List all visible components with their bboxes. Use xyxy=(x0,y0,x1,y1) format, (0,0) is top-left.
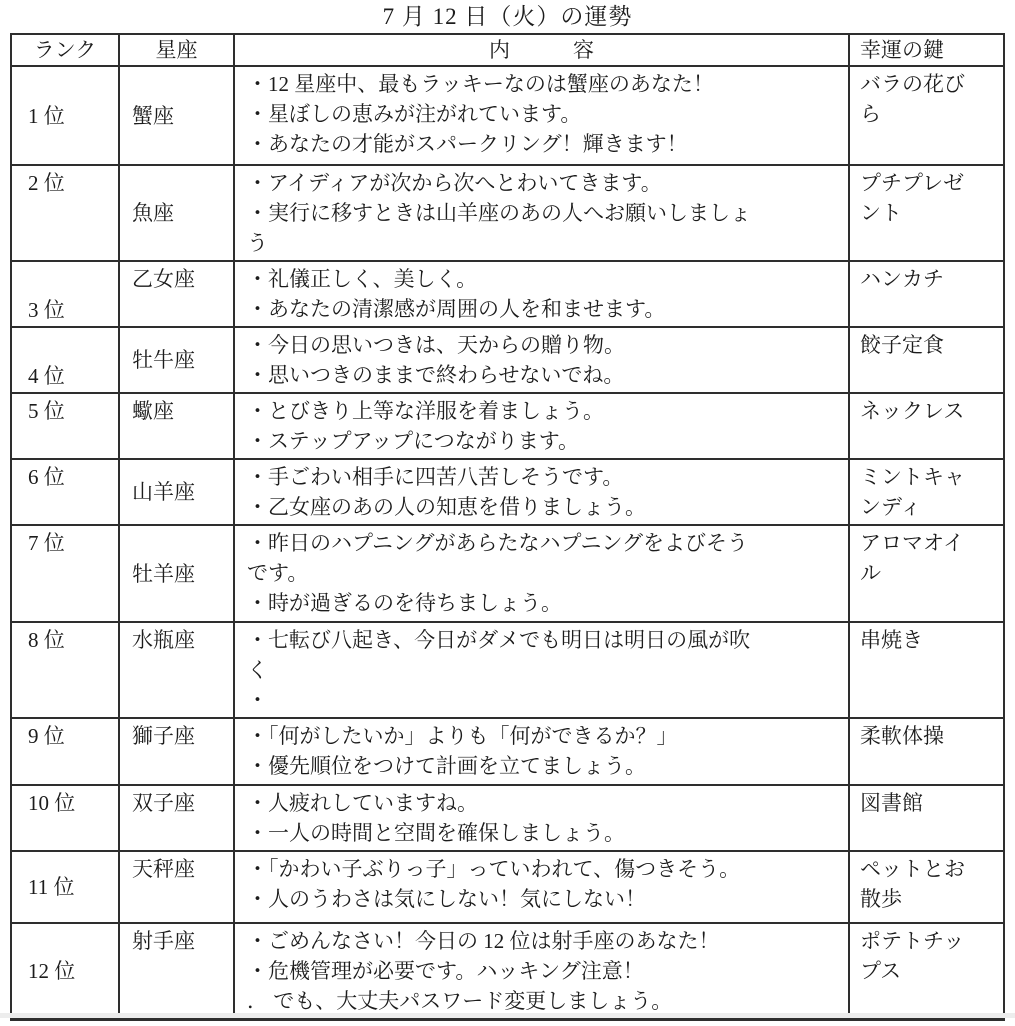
lucky-line: 柔軟体操 xyxy=(860,724,944,748)
sign-cell: 牡羊座 xyxy=(119,525,234,622)
content-cell xyxy=(234,525,849,622)
sign-cell: 蠍座 xyxy=(119,393,234,459)
content-cell xyxy=(234,923,849,1020)
header-lucky: 幸運の鍵 xyxy=(849,34,1004,66)
content-cell xyxy=(234,327,849,393)
sign-cell: 魚座 xyxy=(119,165,234,261)
content-line: う xyxy=(247,231,268,255)
lucky-line: ント xyxy=(860,201,902,225)
content-cell xyxy=(234,851,849,923)
sign-cell: 乙女座 xyxy=(119,261,234,327)
table-row xyxy=(11,718,1004,785)
lucky-line: バラの花び xyxy=(860,72,965,96)
content-line: ・乙女座のあの人の知恵を借りましょう。 xyxy=(247,495,646,519)
content-line: ・「かわい子ぶりっ子」っていわれて、傷つきそう。 xyxy=(247,857,741,881)
content-line: ・礼儀正しく、美しく。 xyxy=(247,267,478,291)
content-line: ． でも、大丈夫パスワード変更しましょう。 xyxy=(247,989,673,1013)
table-row xyxy=(11,622,1004,718)
content-cell xyxy=(234,718,849,785)
content-line: ・人のうわさは気にしない！気にしない！ xyxy=(247,887,646,911)
content-line: ・今日の思いつきは、天からの贈り物。 xyxy=(247,333,625,357)
table-row xyxy=(11,525,1004,622)
lucky-line: ネックレス xyxy=(860,399,965,423)
content-line: ・手ごわい相手に四苦八苦しそうです。 xyxy=(247,465,624,489)
lucky-cell xyxy=(849,459,1004,525)
content-line: ・「何がしたいか」よりも「何ができるか？」 xyxy=(247,724,678,748)
header-content: 内 容 xyxy=(234,34,849,66)
sign-cell: 天秤座 xyxy=(119,851,234,923)
header-rank: ランク xyxy=(11,34,119,66)
table-row xyxy=(11,66,1004,165)
lucky-line: プス xyxy=(860,959,902,983)
content-cell xyxy=(234,66,849,165)
content-line: ・危機管理が必要です。ハッキング注意！ xyxy=(247,959,644,983)
lucky-cell xyxy=(849,718,1004,785)
lucky-cell xyxy=(849,851,1004,923)
rank-cell: 9 位 xyxy=(11,718,119,785)
lucky-cell xyxy=(849,393,1004,459)
content-line: ・時が過ぎるのを待ちましょう。 xyxy=(247,591,562,615)
content-line: ・あなたの清潔感が周囲の人を和ませます。 xyxy=(247,297,666,321)
content-line: です。 xyxy=(247,561,309,585)
lucky-line: 図書館 xyxy=(860,791,923,815)
fortune-table xyxy=(10,33,1005,1021)
lucky-line: ル xyxy=(860,561,881,585)
lucky-cell xyxy=(849,165,1004,261)
content-line: ・一人の時間と空間を確保しましょう。 xyxy=(247,821,625,845)
content-cell xyxy=(234,459,849,525)
rank-cell: 12 位 xyxy=(11,923,119,1020)
page-title: 7 月 12 日（火）の運勢 xyxy=(382,4,633,29)
rank-cell: 10 位 xyxy=(11,785,119,851)
content-cell xyxy=(234,393,849,459)
content-line: ・思いつきのままで終わらせないでね。 xyxy=(247,363,625,387)
lucky-line: ペットとお xyxy=(860,857,965,881)
content-cell xyxy=(234,261,849,327)
sign-cell: 蟹座 xyxy=(119,66,234,165)
table-row xyxy=(11,851,1004,923)
lucky-cell xyxy=(849,66,1004,165)
content-line: く xyxy=(247,658,268,682)
rank-cell: 7 位 xyxy=(11,525,119,622)
sign-cell: 射手座 xyxy=(119,923,234,1020)
lucky-line: 餃子定食 xyxy=(860,333,944,357)
lucky-line: 串焼き xyxy=(860,628,923,652)
content-line: ・とびきり上等な洋服を着ましょう。 xyxy=(247,399,604,423)
lucky-line: ミントキャ xyxy=(860,465,965,489)
lucky-cell xyxy=(849,923,1004,1020)
table-row xyxy=(11,785,1004,851)
lucky-line: プチプレゼ xyxy=(860,171,965,195)
table-row xyxy=(11,393,1004,459)
content-line: ・星ぼしの恵みが注がれています。 xyxy=(247,102,582,126)
content-line: ・七転び八起き、今日がダメでも明日は明日の風が吹 xyxy=(247,628,751,652)
lucky-line: 散歩 xyxy=(860,887,902,911)
content-line: ・優先順位をつけて計画を立てましょう。 xyxy=(247,754,646,778)
content-line: ・あなたの才能がスパークリング！輝きます！ xyxy=(247,132,688,156)
table-row xyxy=(11,459,1004,525)
lucky-cell xyxy=(849,785,1004,851)
rank-cell: 11 位 xyxy=(11,851,119,923)
rank-cell: 2 位 xyxy=(11,165,119,261)
lucky-line: ら xyxy=(860,102,881,126)
lucky-cell xyxy=(849,327,1004,393)
content-line: ・昨日のハプニングがあらたなハプニングをよびそう xyxy=(247,531,749,555)
content-line: ・アイディアが次から次へとわいてきます。 xyxy=(247,171,662,195)
header-row xyxy=(11,34,1004,66)
rank-cell: 3 位 xyxy=(11,261,119,327)
content-line: ・実行に移すときは山羊座のあの人へお願いしましょ xyxy=(247,201,751,225)
table-row xyxy=(11,165,1004,261)
page-bottom-rule xyxy=(0,1013,1015,1018)
header-sign: 星座 xyxy=(119,34,234,66)
content-cell xyxy=(234,785,849,851)
content-line: ・人疲れしていますね。 xyxy=(247,791,478,815)
content-line: ・ごめんなさい！今日の 12 位は射手座のあなた！ xyxy=(247,929,720,953)
rank-cell: 8 位 xyxy=(11,622,119,718)
content-cell xyxy=(234,165,849,261)
sign-cell: 山羊座 xyxy=(119,459,234,525)
lucky-line: ハンカチ xyxy=(860,267,944,291)
lucky-line: ンディ xyxy=(860,495,922,519)
content-cell xyxy=(234,622,849,718)
rank-cell: 5 位 xyxy=(11,393,119,459)
table-row xyxy=(11,923,1004,1020)
lucky-cell xyxy=(849,261,1004,327)
content-line: ・ xyxy=(247,688,268,712)
rank-cell: 1 位 xyxy=(11,66,119,165)
sign-cell: 獅子座 xyxy=(119,718,234,785)
table-row xyxy=(11,327,1004,393)
rank-cell: 6 位 xyxy=(11,459,119,525)
lucky-cell xyxy=(849,622,1004,718)
rank-cell: 4 位 xyxy=(11,327,119,393)
content-line: ・ステップアップにつながります。 xyxy=(247,429,580,453)
lucky-line: アロマオイ xyxy=(860,531,964,555)
table-row xyxy=(11,261,1004,327)
sign-cell: 双子座 xyxy=(119,785,234,851)
sign-cell: 牡牛座 xyxy=(119,327,234,393)
sign-cell: 水瓶座 xyxy=(119,622,234,718)
lucky-line: ポテトチッ xyxy=(860,929,965,953)
lucky-cell xyxy=(849,525,1004,622)
content-line: ・12 星座中、最もラッキーなのは蟹座のあなた！ xyxy=(247,72,714,96)
